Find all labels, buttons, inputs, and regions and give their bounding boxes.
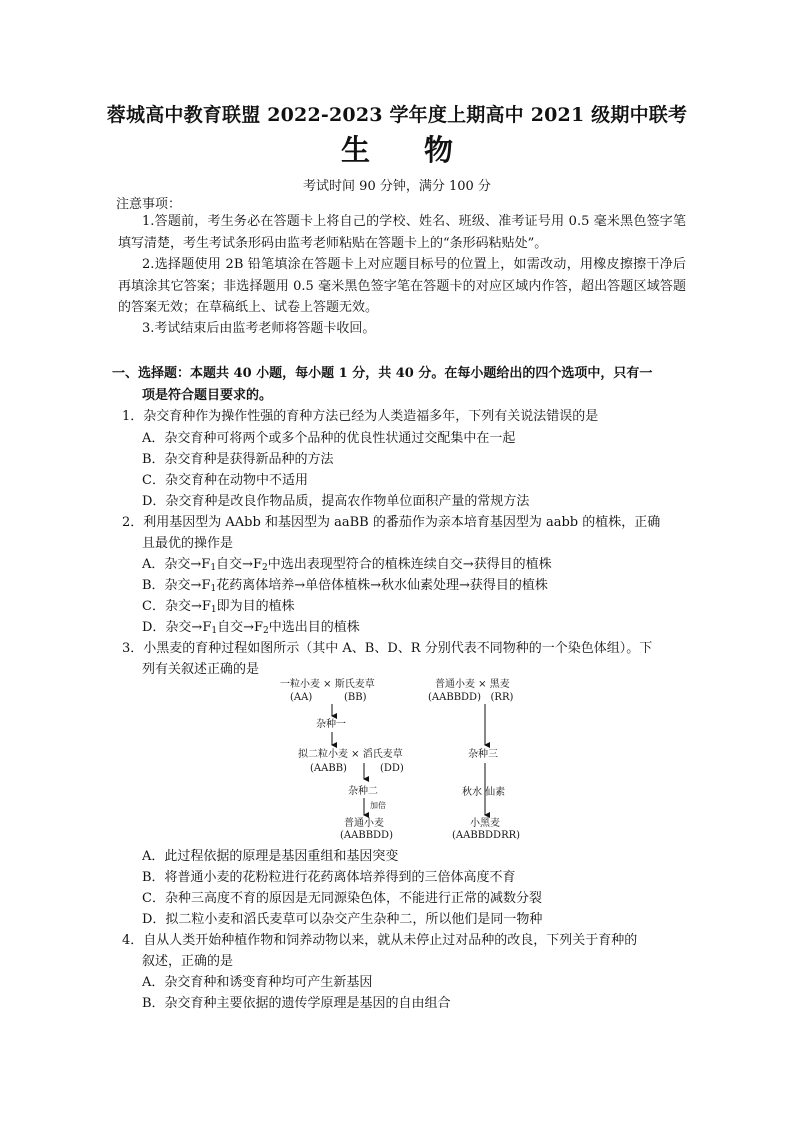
q2-a-post: 中选出表现型符合的植株连续自交→获得目的植株 bbox=[267, 557, 552, 572]
exam-time-info: 考试时间 90 分钟，满分 100 分 bbox=[303, 179, 491, 194]
diagram-right-parent-genomes: (AABBDD) (RR) bbox=[428, 692, 514, 703]
q1-stem: 1．杂交育种作为操作性强的育种方法已经为人类造福多年，下列有关说法错误的是 bbox=[122, 409, 599, 424]
notice-item-2: 2.选择题使用 2B 铅笔填涂在答题卡上对应题目标号的位置上，如需改动，用橡皮擦擦干净后再填涂其它答案；非选择题用 0.5 毫米黑色签字笔在答题卡的对应区域内作答，超出答题区域答题的答案无效；在草稿纸上、试卷上答题无效。 bbox=[118, 257, 686, 315]
q2-d-post: 中选出目的植株 bbox=[268, 620, 360, 635]
q3-option-c: C．杂种三高度不育的原因是无同源染色体，不能进行正常的减数分裂 bbox=[142, 891, 542, 906]
diagram-left-parents: 一粒小麦 × 斯氏麦草 bbox=[280, 679, 375, 690]
q2-option-c bbox=[142, 595, 295, 615]
q2-b-post: 花药离体培养→单倍体植株→秋水仙素处理→获得目的植株 bbox=[216, 578, 548, 593]
f1-sub: 1 bbox=[210, 584, 217, 594]
section-heading-line-2: 项是符合题目要求的。 bbox=[142, 387, 273, 403]
diagram-hybrid-1: 杂种一 bbox=[316, 719, 346, 730]
q2-option-b bbox=[142, 574, 548, 594]
f1-sub: 1 bbox=[211, 626, 218, 636]
q1-option-c: C．杂交育种在动物中不适用 bbox=[142, 473, 308, 488]
q3-option-a: A．此过程依据的原理是基因重组和基因突变 bbox=[142, 849, 399, 864]
f1-sub: 1 bbox=[210, 563, 217, 573]
breeding-diagram bbox=[280, 675, 540, 845]
exam-title: 蓉城高中教育联盟 2022-2023 学年度上期高中 2021 级期中联考 bbox=[106, 104, 688, 126]
q2-c-pre: C．杂交→F bbox=[142, 599, 211, 614]
f1-sub: 1 bbox=[210, 605, 217, 615]
q4-stem-line-1: 4．自从人类开始种植作物和饲养动物以来，就从未停止过对品种的改良，下列关于育种的 bbox=[122, 933, 638, 948]
f2-sub: 2 bbox=[263, 626, 269, 636]
q2-d-pre: D．杂交→F bbox=[142, 620, 212, 635]
q4-option-a: A．杂交育种和诱变育种均可产生新基因 bbox=[142, 975, 373, 990]
q2-option-a bbox=[142, 553, 552, 573]
diagram-hybrid-2: 杂种二 bbox=[348, 786, 378, 797]
q3-stem-line-2: 列有关叙述正确的是 bbox=[142, 662, 260, 677]
q2-a-mid: 自交→F bbox=[216, 557, 262, 572]
diagram-p2-genome-2: (DD) bbox=[380, 763, 404, 774]
f2-sub: 2 bbox=[261, 563, 268, 573]
q3-option-d: D．拟二粒小麦和滔氏麦草可以杂交产生杂种二，所以他们是同一物种 bbox=[142, 912, 543, 927]
notice-title: 注意事项： bbox=[116, 197, 182, 212]
diagram-right-parents: 普通小麦 × 黑麦 bbox=[435, 679, 510, 690]
subject-title: 生 物 bbox=[340, 133, 476, 167]
diagram-common-wheat: 普通小麦 bbox=[344, 818, 384, 829]
diagram-colchicine-label: 秋水 仙素 bbox=[462, 787, 506, 798]
q1-option-b: B．杂交育种是获得新品种的方法 bbox=[142, 452, 334, 467]
q2-a-pre: A．杂交→F bbox=[142, 557, 211, 572]
diagram-triticale-genome: (AABBDDRR) bbox=[452, 830, 521, 841]
section-heading bbox=[112, 363, 686, 406]
notice-item-3: 3.考试结束后由监考老师将答题卡收回。 bbox=[142, 321, 376, 336]
section-heading-line-1: 一、选择题：本题共 40 小题，每小题 1 分，共 40 分。在每小题给出的四个选项中，只有一 bbox=[112, 366, 653, 381]
q3-stem-line-1: 3．小黑麦的育种过程如图所示（其中 A、B、D、R 分别代表不同物种的一个染色体组）。下 bbox=[122, 641, 653, 656]
q2-d-mid: 自交→F bbox=[217, 620, 263, 635]
q1-option-a: A．杂交育种可将两个或多个品种的优良性状通过交配集中在一起 bbox=[142, 431, 516, 446]
q2-stem-line-1: 2．利用基因型为 AAbb 和基因型为 aaBB 的番茄作为亲本培育基因型为 aabb 的植株，正确 bbox=[122, 515, 661, 530]
q1-option-d: D．杂交育种是改良作物品质，提高农作物单位面积产量的常规方法 bbox=[142, 494, 530, 509]
q2-option-d bbox=[142, 616, 360, 636]
diagram-p2-genome-1: (AABB) bbox=[310, 763, 347, 774]
q4-stem-line-2: 叙述，正确的是 bbox=[142, 954, 234, 969]
diagram-triticale: 小黑麦 bbox=[470, 818, 500, 829]
q2-stem-line-2: 且最优的操作是 bbox=[142, 536, 234, 551]
notice-item-1: 1.答题前，考生务必在答题卡上将自己的学校、姓名、班级、准考证号用 0.5 毫米黑色签字笔填写清楚，考生考试条形码由监考老师粘贴在答题卡上的“条形码粘贴处”。 bbox=[118, 214, 686, 251]
q2-b-pre: B．杂交→F bbox=[142, 578, 211, 593]
diagram-left-parent-genomes: (AA) (BB) bbox=[290, 692, 367, 703]
diagram-common-wheat-genome: (AABBDD) bbox=[340, 830, 393, 841]
q2-c-post: 即为目的植株 bbox=[216, 599, 295, 614]
q4-option-b: B．杂交育种主要依据的遗传学原理是基因的自由组合 bbox=[142, 996, 451, 1011]
diagram-left-parents-2: 拟二粒小麦 × 滔氏麦草 bbox=[298, 749, 403, 760]
diagram-doubling-label: 加倍 bbox=[370, 801, 386, 810]
q3-option-b: B．将普通小麦的花粉粒进行花药离体培养得到的三倍体高度不育 bbox=[142, 870, 516, 885]
diagram-hybrid-3: 杂种三 bbox=[468, 749, 498, 760]
